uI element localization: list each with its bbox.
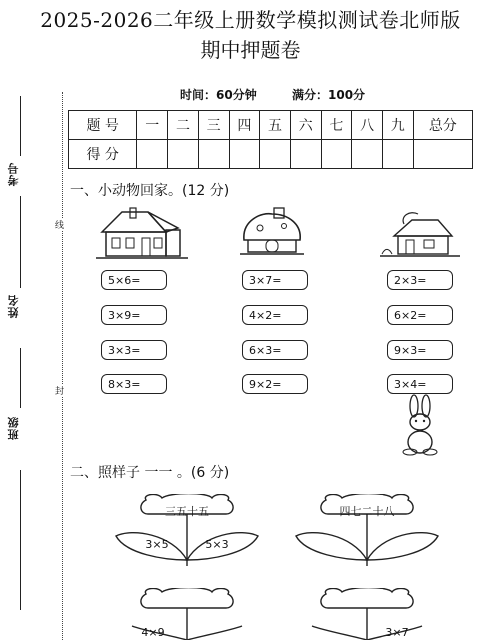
flower-top-label: 三五十五 — [165, 505, 209, 518]
score-input-cell[interactable] — [260, 140, 291, 169]
equation-box[interactable]: 4×2= — [242, 305, 308, 325]
equation-box[interactable]: 9×2= — [242, 374, 308, 394]
score-cell: 三 — [198, 111, 229, 140]
score-cell: 四 — [229, 111, 260, 140]
score-input-cell[interactable] — [229, 140, 260, 169]
class-label: 班级 — [7, 416, 20, 440]
seal-mark-seal: 封 — [55, 384, 64, 397]
score-label: 满分：100分 — [292, 88, 366, 102]
equation-box[interactable]: 6×3= — [242, 340, 308, 360]
time-label: 时间：60分钟 — [180, 88, 257, 102]
page-title: 2025-2026二年级上册数学模拟测试卷北师版 — [40, 8, 461, 32]
score-cell: 八 — [352, 111, 383, 140]
exam-no-line — [20, 96, 21, 156]
score-cell: 六 — [290, 111, 321, 140]
seal-mark-line: 线 — [55, 218, 64, 231]
exam-no-label: 考号 — [7, 162, 20, 186]
equation-box[interactable]: 3×3= — [101, 340, 167, 360]
score-cell: 九 — [382, 111, 413, 140]
equation-box[interactable]: 3×9= — [101, 305, 167, 325]
score-input-cell[interactable] — [352, 140, 383, 169]
flower-right-label: 5×3 — [205, 538, 229, 551]
equation-box[interactable]: 6×2= — [387, 305, 453, 325]
score-table — [68, 110, 473, 169]
score-input-cell[interactable] — [382, 140, 413, 169]
house-icon — [96, 206, 188, 262]
score-cell: 五 — [260, 111, 291, 140]
flower-top-label: 四七二十八 — [339, 505, 395, 518]
flower-left-label: 4×9 — [141, 626, 165, 639]
equation-box[interactable]: 3×4= — [387, 374, 453, 394]
score-input-cell[interactable] — [321, 140, 352, 169]
equation-box[interactable]: 2×3= — [387, 270, 453, 290]
equation-box[interactable]: 5×6= — [101, 270, 167, 290]
score-input-cell[interactable] — [413, 140, 472, 169]
page-subtitle: 期中押题卷 — [200, 38, 301, 62]
rabbit-icon — [396, 394, 446, 458]
score-input-cell[interactable] — [290, 140, 321, 169]
score-cell: 一 — [137, 111, 168, 140]
score-table-header-row — [69, 111, 473, 140]
binding-line-bottom — [20, 470, 21, 610]
cottage-icon — [380, 210, 460, 260]
equation-box[interactable]: 9×3= — [387, 340, 453, 360]
class-line — [20, 348, 21, 408]
score-cell: 二 — [168, 111, 199, 140]
equation-box[interactable]: 8×3= — [101, 374, 167, 394]
section1-title: 一、小动物回家。(12 分) — [70, 183, 230, 199]
flower-right-label: 3×7 — [385, 626, 409, 639]
score-cell-label: 题 号 — [69, 111, 137, 140]
section2-title: 二、照样子 一一 。(6 分) — [70, 465, 230, 481]
score-table-score-row — [69, 140, 473, 169]
flower-left-label: 3×5 — [145, 538, 169, 551]
score-input-cell[interactable] — [168, 140, 199, 169]
name-line — [20, 196, 21, 288]
score-row-label: 得 分 — [69, 140, 137, 169]
binding-line — [62, 92, 63, 640]
score-cell: 七 — [321, 111, 352, 140]
name-label: 姓名 — [7, 294, 20, 318]
score-input-cell[interactable] — [137, 140, 168, 169]
mushroom-house-icon — [240, 206, 304, 258]
score-cell-total: 总分 — [413, 111, 472, 140]
equation-box[interactable]: 3×7= — [242, 270, 308, 290]
score-input-cell[interactable] — [198, 140, 229, 169]
